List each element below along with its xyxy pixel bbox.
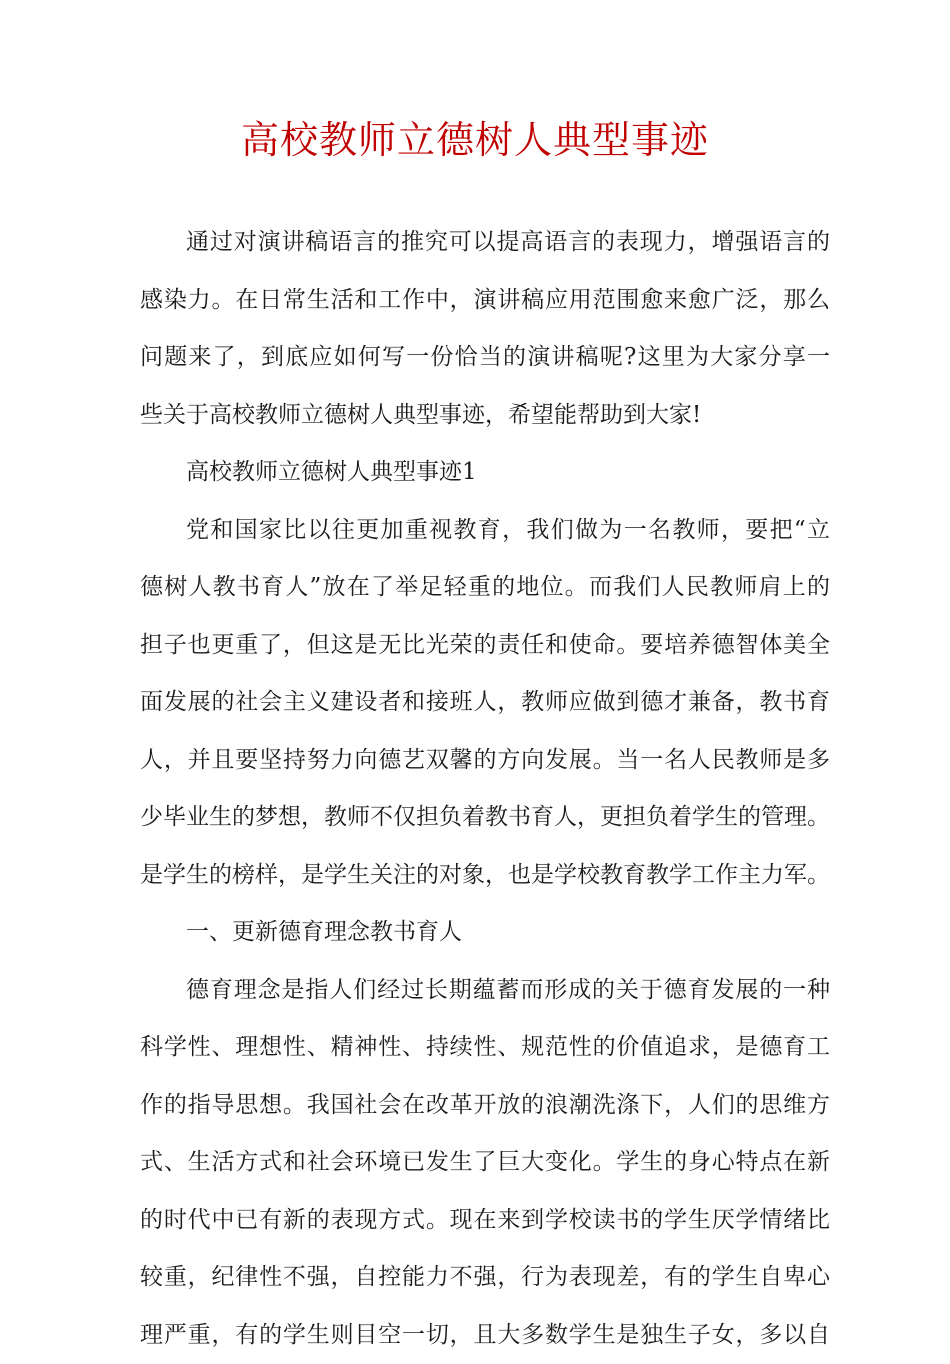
paragraph-line: 式、生活方式和社会环境已发生了巨大变化。学生的身心特点在新 xyxy=(140,1134,830,1192)
section-heading: 一、更新德育理念教书育人 xyxy=(140,904,830,962)
paragraph-line: 党和国家比以往更加重视教育，我们做为一名教师，要把“立 xyxy=(140,502,830,560)
paragraph-line: 担子也更重了，但这是无比光荣的责任和使命。要培养德智体美全 xyxy=(140,617,830,675)
paragraph-line: 人，并且要坚持努力向德艺双馨的方向发展。当一名人民教师是多 xyxy=(140,732,830,790)
paragraph-line: 通过对演讲稿语言的推究可以提高语言的表现力，增强语言的 xyxy=(140,214,830,272)
paragraph-line: 的时代中已有新的表现方式。现在来到学校读书的学生厌学情绪比 xyxy=(140,1192,830,1250)
paragraph-line: 较重，纪律性不强，自控能力不强，行为表现差，有的学生自卑心 xyxy=(140,1249,830,1307)
paragraph-line: 作的指导思想。我国社会在改革开放的浪潮洗涤下，人们的思维方 xyxy=(140,1077,830,1135)
paragraph-line: 理严重，有的学生则目空一切，且大多数学生是独生子女，多以自 xyxy=(140,1307,830,1364)
document-title: 高校教师立德树人典型事迹 xyxy=(0,112,950,168)
paragraph-line: 些关于高校教师立德树人典型事迹，希望能帮助到大家! xyxy=(140,387,830,445)
paragraph-line: 感染力。在日常生活和工作中，演讲稿应用范围愈来愈广泛，那么 xyxy=(140,272,830,330)
paragraph-line: 问题来了，到底应如何写一份恰当的演讲稿呢?这里为大家分享一 xyxy=(140,329,830,387)
section-heading: 高校教师立德树人典型事迹1 xyxy=(140,444,830,502)
paragraph-line: 德育理念是指人们经过长期蕴蓄而形成的关于德育发展的一种 xyxy=(140,962,830,1020)
paragraph-line: 少毕业生的梦想，教师不仅担负着教书育人，更担负着学生的管理。 xyxy=(140,789,830,847)
document-body xyxy=(140,214,830,1364)
paragraph-line: 面发展的社会主义建设者和接班人，教师应做到德才兼备，教书育 xyxy=(140,674,830,732)
paragraph-line: 科学性、理想性、精神性、持续性、规范性的价值追求，是德育工 xyxy=(140,1019,830,1077)
paragraph-line: 是学生的榜样，是学生关注的对象，也是学校教育教学工作主力军。 xyxy=(140,847,830,905)
paragraph-line: 德树人教书育人”放在了举足轻重的地位。而我们人民教师肩上的 xyxy=(140,559,830,617)
